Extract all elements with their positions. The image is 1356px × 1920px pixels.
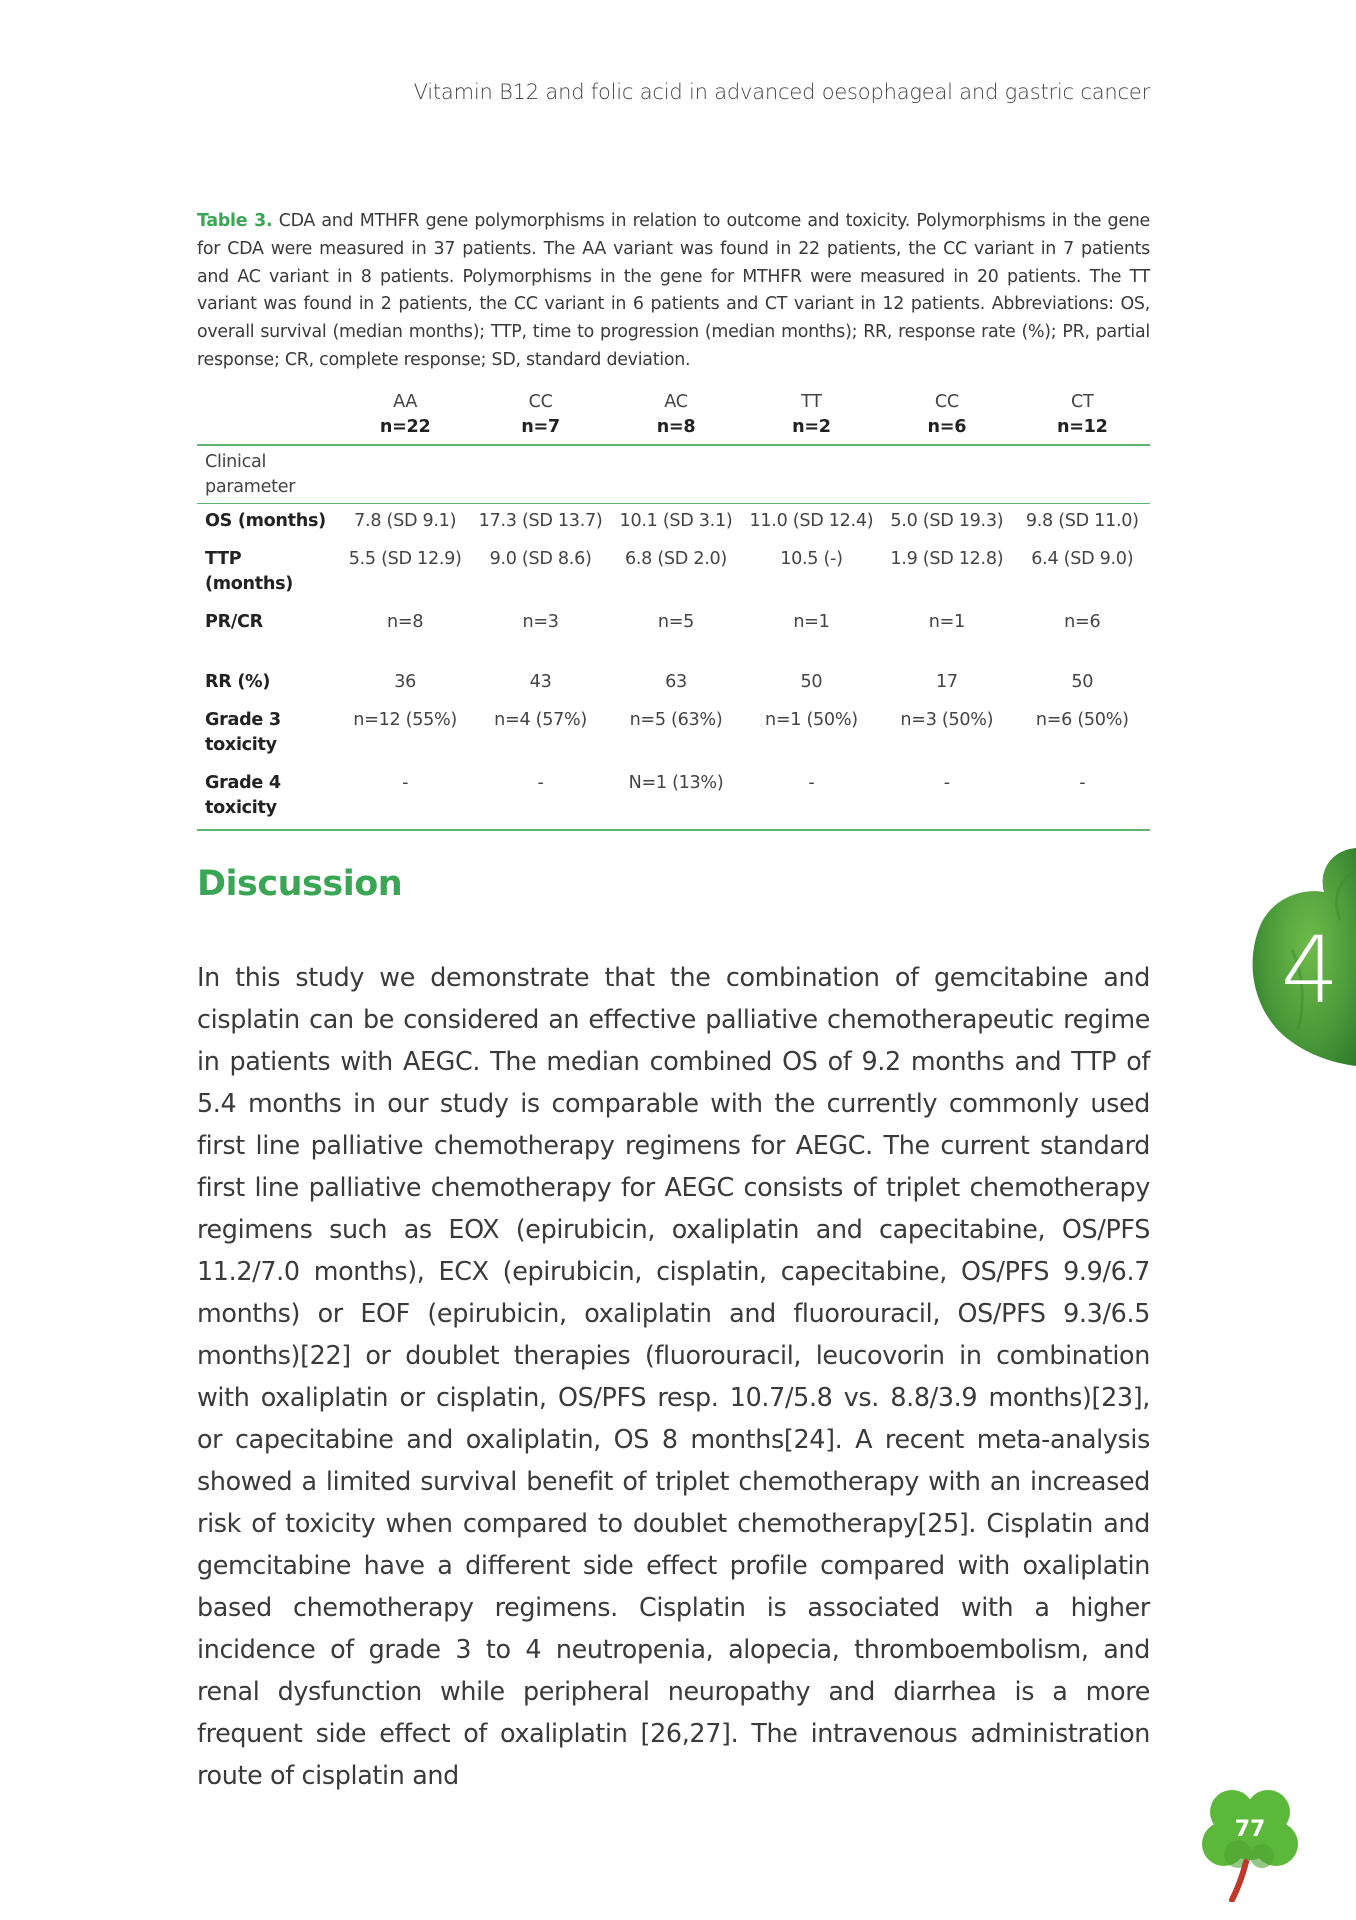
table-row-clinical-parameter <box>197 445 1150 504</box>
column-header <box>744 390 879 445</box>
running-header: Vitamin B12 and folic acid in advanced oesophageal and gastric cancer <box>413 80 1150 104</box>
table-caption-text: CDA and MTHFR gene polymorphisms in relation to outcome and toxicity. Polymorphisms in the gene for CDA were measured in 37 patients. The AA variant was found in 22 patients, the CC variant in 7 patients and AC variant in 8 patients. Polymorphisms in the gene for MTHFR were measured in 20 patients. The TT variant was found in 2 patients, the CC variant in 6 patients and CT variant in 12 patients. Abbreviations: OS, overall survival (median months); TTP, time to progression (median months); RR, response rate (%); PR, partial response; CR, complete response; SD, standard deviation. <box>197 211 1150 370</box>
table-cell: n=1 <box>928 612 965 632</box>
table-cell: 6.8 (SD 2.0) <box>624 549 727 569</box>
table-cell: 10.5 (-) <box>780 549 843 569</box>
table-cell: n=3 <box>522 612 559 632</box>
chapter-tab <box>1232 840 1356 1070</box>
table-cell: - <box>402 773 409 793</box>
table-row-pr-cr <box>197 605 1150 665</box>
column-variant: TT <box>801 392 822 412</box>
polymorphism-table <box>197 390 1150 831</box>
table-cell: 10.1 (SD 3.1) <box>619 511 733 531</box>
table-row-grade3 <box>197 703 1150 766</box>
table-cell: n=1 (50%) <box>765 710 858 730</box>
discussion-heading: Discussion <box>197 864 403 904</box>
table-cell: 5.0 (SD 19.3) <box>890 511 1004 531</box>
table-cell: 43 <box>529 672 552 692</box>
table-row-ttp <box>197 542 1150 605</box>
table-cell: 11.0 (SD 12.4) <box>749 511 874 531</box>
clover-icon <box>1198 1784 1302 1902</box>
green-leaf-icon <box>1232 840 1356 1070</box>
column-header <box>1015 390 1150 445</box>
column-n: n=12 <box>1056 417 1108 437</box>
column-variant: CC <box>528 392 553 412</box>
chapter-number: 4 <box>1280 917 1340 1024</box>
table-cell: 9.0 (SD 8.6) <box>489 549 592 569</box>
table-cell: n=1 <box>793 612 830 632</box>
row-label: OS (months) <box>205 511 326 531</box>
header-empty-cell <box>197 390 337 445</box>
table-row-grade4 <box>197 766 1150 830</box>
table-row-os <box>197 504 1150 543</box>
column-header <box>608 390 743 445</box>
row-label: TTP (months) <box>205 549 294 594</box>
row-label: Grade 3 toxicity <box>205 710 281 755</box>
column-header <box>473 390 608 445</box>
table-cell: - <box>943 773 950 793</box>
table-cell: 63 <box>665 672 687 692</box>
table-cell: n=4 (57%) <box>494 710 587 730</box>
table-cell: 17 <box>935 672 958 692</box>
table-cell: 9.8 (SD 11.0) <box>1025 511 1139 531</box>
column-variant: CT <box>1071 392 1094 412</box>
table-cell: n=5 <box>657 612 695 632</box>
table-cell: - <box>537 773 544 793</box>
table-cell: 5.5 (SD 12.9) <box>348 549 462 569</box>
table-cell: n=6 (50%) <box>1035 710 1129 730</box>
table-cell: 36 <box>394 672 417 692</box>
page-number: 77 <box>1234 1817 1266 1842</box>
table-cell: 17.3 (SD 13.7) <box>478 511 603 531</box>
column-n: n=2 <box>792 417 831 437</box>
column-header <box>337 390 472 445</box>
column-variant: CC <box>934 392 959 412</box>
row-label: Grade 4 toxicity <box>205 773 281 818</box>
column-n: n=6 <box>927 417 967 437</box>
column-variant: AA <box>393 392 418 412</box>
table-cell: n=5 (63%) <box>629 710 723 730</box>
table-row-rr <box>197 665 1150 703</box>
page-number-badge <box>1198 1784 1302 1902</box>
table-cell: - <box>808 773 815 793</box>
table-cell: N=1 (13%) <box>628 773 724 793</box>
column-n: n=8 <box>656 417 696 437</box>
table-caption-label: Table 3. <box>197 211 273 231</box>
table-cell: - <box>1079 773 1086 793</box>
column-variant: AC <box>664 392 688 412</box>
table-cell: 50 <box>1071 672 1094 692</box>
table-cell: n=12 (55%) <box>353 710 457 730</box>
table-cell: n=8 <box>387 612 424 632</box>
column-n: n=7 <box>521 417 560 437</box>
table-cell: n=3 (50%) <box>900 710 994 730</box>
row-label: RR (%) <box>205 672 271 692</box>
table-cell: 50 <box>800 672 823 692</box>
discussion-paragraph: In this study we demonstrate that the combination of gemcitabine and cisplatin can be considered an effective palliative chemotherapeutic regime in patients with AEGC. The median combined OS of 9.2 months and TTP of 5.4 months in our study is comparable with the currently commonly used first line palliative chemotherapy regimens for AEGC. The current standard first line palliative chemotherapy for AEGC consists of triplet chemotherapy regimens such as EOX (epirubicin, oxaliplatin and capecitabine, OS/PFS 11.2/7.0 months), ECX (epirubicin, cisplatin, capecitabine, OS/PFS 9.9/6.7 months) or EOF (epirubicin, oxaliplatin and fluorouracil, OS/PFS 9.3/6.5 months)[22] or doublet therapies (fluorouracil, leucovorin in combination with oxaliplatin or cisplatin, OS/PFS resp. 10.7/5.8 vs. 8.8/3.9 months)[23], or capecitabine and oxaliplatin, OS 8 months[24]. A recent meta-analysis showed a limited survival benefit of triplet chemotherapy with an increased risk of toxicity when compared to doublet chemotherapy[25]. Cisplatin and gemcitabine have a different side effect profile compared with oxaliplatin based chemotherapy regimens. Cisplatin is associated with a higher incidence of grade 3 to 4 neutropenia, alopecia, thromboembolism, and renal dysfunction while peripheral neuropathy and diarrhea is a more frequent side effect of oxaliplatin [26,27]. The intravenous administration route of cisplatin and <box>197 962 1150 1790</box>
table-cell: 7.8 (SD 9.1) <box>354 511 457 531</box>
column-header <box>879 390 1014 445</box>
table-caption <box>197 208 1150 375</box>
row-label: PR/CR <box>205 612 263 632</box>
clinical-parameter-label: Clinical parameter <box>205 452 296 497</box>
table-cell: 6.4 (SD 9.0) <box>1031 549 1134 569</box>
column-n: n=22 <box>379 417 431 437</box>
table-cell: n=6 <box>1064 612 1101 632</box>
table-cell: 1.9 (SD 12.8) <box>890 549 1004 569</box>
table-header-row <box>197 390 1150 445</box>
